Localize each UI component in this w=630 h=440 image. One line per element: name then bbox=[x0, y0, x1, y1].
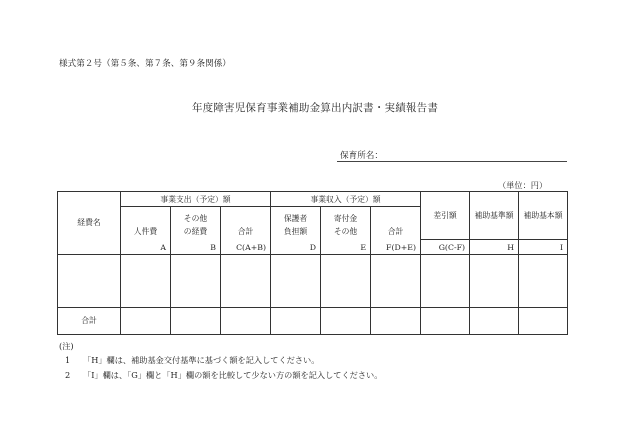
col-letter-g: G(C-F) bbox=[438, 242, 466, 252]
total-other-expense-cell[interactable] bbox=[171, 307, 221, 334]
expense-breakdown-table bbox=[57, 191, 568, 335]
col-letter-b: B bbox=[210, 242, 216, 252]
guardian-cell[interactable] bbox=[271, 254, 321, 307]
facility-name-label: 保育所名： bbox=[340, 151, 383, 161]
total-expense-total-cell[interactable] bbox=[221, 307, 271, 334]
unit-label: （単位：円） bbox=[498, 180, 548, 190]
col-letter-e: E bbox=[360, 242, 367, 252]
document-title: 年度障害児保育事業補助金算出内訳書・実績報告書 bbox=[191, 102, 439, 114]
personnel-header: 人件費 bbox=[121, 224, 171, 239]
note-text: 「H」欄は、補助基金交付基準に基づく額を記入してください。 bbox=[83, 355, 320, 365]
total-donation-cell[interactable] bbox=[321, 307, 371, 334]
col-letter-d: D bbox=[309, 242, 317, 252]
item-name-header: 経費名 bbox=[58, 192, 121, 255]
other-expense-header: その他 bbox=[171, 207, 221, 225]
difference-header: 差引額 bbox=[421, 192, 470, 240]
total-difference-cell[interactable] bbox=[421, 307, 470, 334]
donation-header-2: その他 bbox=[321, 224, 371, 239]
expense-total-cell[interactable] bbox=[221, 254, 271, 307]
item-name-cell[interactable] bbox=[58, 254, 121, 307]
subsidy-standard-header: 補助基準額 bbox=[470, 192, 519, 240]
form-number: 様式第２号（第５条、第７条、第９条関係） bbox=[59, 59, 231, 69]
table-row bbox=[58, 254, 568, 307]
total-subsidy-basic-cell[interactable] bbox=[519, 307, 568, 334]
note-item bbox=[65, 370, 382, 381]
col-letter-h: H bbox=[507, 242, 515, 252]
col-letter-f: F(D+E) bbox=[386, 242, 417, 252]
other-expense-cell[interactable] bbox=[171, 254, 221, 307]
difference-cell[interactable] bbox=[421, 254, 470, 307]
note-number: 1 bbox=[65, 355, 71, 365]
other-expense-header-2: の経費 bbox=[171, 224, 221, 239]
col-letter-c: C(A+B) bbox=[236, 242, 267, 252]
col-letter-i: I bbox=[559, 242, 564, 252]
col-letter-a: A bbox=[160, 242, 166, 252]
total-income-total-cell[interactable] bbox=[371, 307, 421, 334]
notes-heading: (注) bbox=[59, 341, 74, 351]
expense-group-header: 事業支出（予定）額 bbox=[121, 192, 271, 207]
income-total-cell[interactable] bbox=[371, 254, 421, 307]
subsidy-basic-header: 補助基本額 bbox=[519, 192, 568, 240]
guardian-header-2: 負担額 bbox=[271, 224, 321, 239]
income-group-header: 事業収入（予定）額 bbox=[271, 192, 421, 207]
total-row-label: 合計 bbox=[58, 307, 121, 334]
expense-total-header: 合計 bbox=[221, 224, 271, 239]
subsidy-basic-cell[interactable] bbox=[519, 254, 568, 307]
guardian-header: 保護者 bbox=[271, 207, 321, 225]
note-number: 2 bbox=[65, 370, 71, 380]
total-guardian-cell[interactable] bbox=[271, 307, 321, 334]
subsidy-standard-cell[interactable] bbox=[470, 254, 519, 307]
total-subsidy-standard-cell[interactable] bbox=[470, 307, 519, 334]
note-item bbox=[65, 355, 319, 366]
facility-name-field-line bbox=[337, 161, 567, 162]
personnel-cell[interactable] bbox=[121, 254, 171, 307]
donation-cell[interactable] bbox=[321, 254, 371, 307]
note-text: 「I」欄は、「G」欄と「H」欄の額を比較して少ない方の額を記入してください。 bbox=[83, 370, 383, 380]
donation-header: 寄付金 bbox=[321, 207, 371, 225]
total-personnel-cell[interactable] bbox=[121, 307, 171, 334]
total-row bbox=[58, 307, 568, 334]
income-total-header: 合計 bbox=[371, 224, 421, 239]
